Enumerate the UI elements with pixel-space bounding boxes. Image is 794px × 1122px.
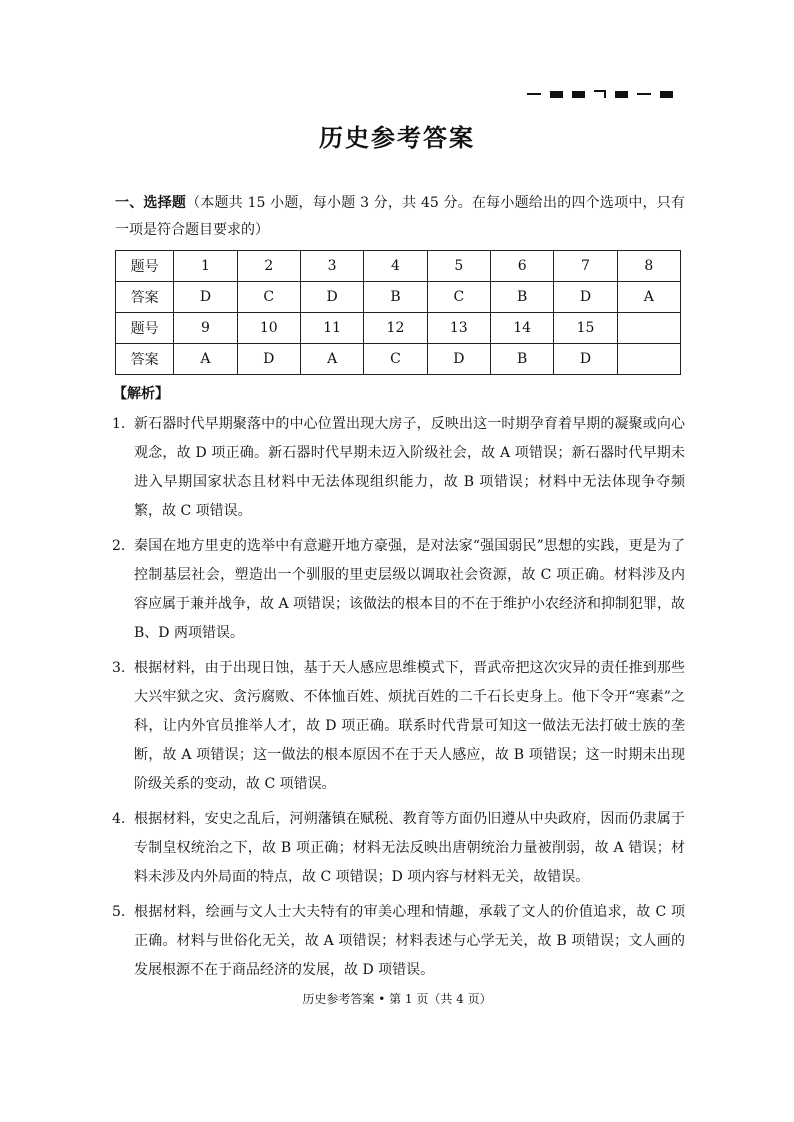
- question-number-cell: 2: [237, 251, 300, 282]
- section-heading: [115, 190, 685, 244]
- answer-cell: A: [617, 282, 680, 313]
- question-number-cell: 15: [554, 313, 617, 344]
- question-number-cell: 3: [300, 251, 363, 282]
- answer-cell: D: [554, 344, 617, 375]
- page-title: 历史参考答案: [319, 123, 475, 152]
- answer-cell: B: [364, 282, 427, 313]
- question-number-cell: 11: [300, 313, 363, 344]
- answer-cell: D: [237, 344, 300, 375]
- question-number-cell: 7: [554, 251, 617, 282]
- answer-cell: C: [237, 282, 300, 313]
- answer-cell: B: [490, 344, 553, 375]
- answer-cell: D: [554, 282, 617, 313]
- answer-cell: A: [174, 344, 237, 375]
- table-row: [116, 251, 681, 282]
- row-label: 题号: [116, 251, 174, 282]
- item-number: 1.: [112, 416, 126, 432]
- analysis-label: 【解析】: [113, 386, 169, 402]
- table-row: [116, 344, 681, 375]
- table-row: [116, 282, 681, 313]
- analysis-item: [112, 410, 685, 526]
- item-text: 根据材料，安史之乱后，河朔藩镇在赋税、教育等方面仍旧遵从中央政府，因而仍隶属于专制皇权统治之下，故 B 项正确；材料无法反映出唐朝统治力量被削弱，故 A 错误；材料未涉及内外局面的特点，故 C 项错误；D 项内容与材料无关，故错误。: [134, 811, 685, 885]
- item-text: 根据材料，绘画与文人士大夫特有的审美心理和情趣，承载了文人的价值追求，故 C 项正确。材料与世俗化无关，故 A 项错误；材料表述与心学无关，故 B 项错误；文人画的发展根源不在于商品经济的发展，故 D 项错误。: [134, 904, 685, 978]
- answer-cell: D: [300, 282, 363, 313]
- question-number-cell: 9: [174, 313, 237, 344]
- analysis-item: [112, 532, 685, 648]
- section-heading-label: 一、选择题: [115, 195, 187, 211]
- question-number-cell: 10: [237, 313, 300, 344]
- answer-cell: B: [490, 282, 553, 313]
- mark-block: [615, 91, 628, 98]
- answer-cell: [617, 344, 680, 375]
- mark-block: [572, 91, 585, 98]
- question-number-cell: 13: [427, 313, 490, 344]
- answer-cell: C: [427, 282, 490, 313]
- mark-corner: [594, 90, 606, 98]
- mark-dash: [637, 93, 651, 95]
- answer-table: [115, 250, 681, 375]
- analysis-item: [112, 654, 685, 799]
- row-label: 答案: [116, 344, 174, 375]
- item-text: 秦国在地方里吏的选举中有意避开地方豪强，是对法家“强国弱民”思想的实践，更是为了控制基层社会，塑造出一个驯服的里吏层级以调取社会资源，故 C 项正确。材料涉及内容应属于兼并战争，故 A 项错误；该做法的根本目的不在于维护小农经济和抑制犯罪，故 B、D 两项错误。: [134, 538, 686, 641]
- answer-cell: D: [174, 282, 237, 313]
- question-number-cell: 6: [490, 251, 553, 282]
- mark-dash: [527, 93, 541, 95]
- analysis-item: [112, 898, 685, 985]
- question-number-cell: 5: [427, 251, 490, 282]
- header-registration-marks: [527, 88, 687, 100]
- section-heading-text: （本题共 15 小题，每小题 3 分，共 45 分。在每小题给出的四个选项中，只有一项是符合题目要求的）: [115, 195, 685, 238]
- question-number-cell: 12: [364, 313, 427, 344]
- item-number: 2.: [112, 538, 126, 554]
- answer-cell: C: [364, 344, 427, 375]
- answer-cell: D: [427, 344, 490, 375]
- question-number-cell: 1: [174, 251, 237, 282]
- item-text: 新石器时代早期聚落中的中心位置出现大房子，反映出这一时期孕育着早期的凝聚或向心观念，故 D 项正确。新石器时代早期未迈入阶级社会，故 A 项错误；新石器时代早期未进入早期国家状态且材料中无法体现组织能力，故 B 项错误；材料中无法体现争夺频繁，故 C 项错误。: [134, 416, 685, 519]
- page-footer: 历史参考答案 • 第 1 页（共 4 页）: [302, 992, 492, 1006]
- row-label: 题号: [116, 313, 174, 344]
- question-number-cell: 14: [490, 313, 553, 344]
- mark-block: [660, 91, 673, 98]
- question-number-cell: 4: [364, 251, 427, 282]
- question-number-cell: [617, 313, 680, 344]
- item-number: 4.: [112, 811, 126, 827]
- analysis-list: [112, 410, 685, 991]
- row-label: 答案: [116, 282, 174, 313]
- item-text: 根据材料，由于出现日蚀，基于天人感应思维模式下，晋武帝把这次灾异的责任推到那些大兴牢狱之灾、贪污腐败、不体恤百姓、烦扰百姓的二千石长吏身上。他下令开“寒素”之科，让内外官员推举人才，故 D 项正确。联系时代背景可知这一做法无法打破士族的垄断，故 A 项错误；这一做法的根本原因不在于天人感应，故 B 项错误；这一时期未出现阶级关系的变动，故 C 项错误。: [134, 660, 685, 792]
- question-number-cell: 8: [617, 251, 680, 282]
- analysis-item: [112, 805, 685, 892]
- item-number: 5.: [112, 904, 126, 920]
- answer-cell: A: [300, 344, 363, 375]
- mark-block: [550, 91, 563, 98]
- table-row: [116, 313, 681, 344]
- item-number: 3.: [112, 660, 126, 676]
